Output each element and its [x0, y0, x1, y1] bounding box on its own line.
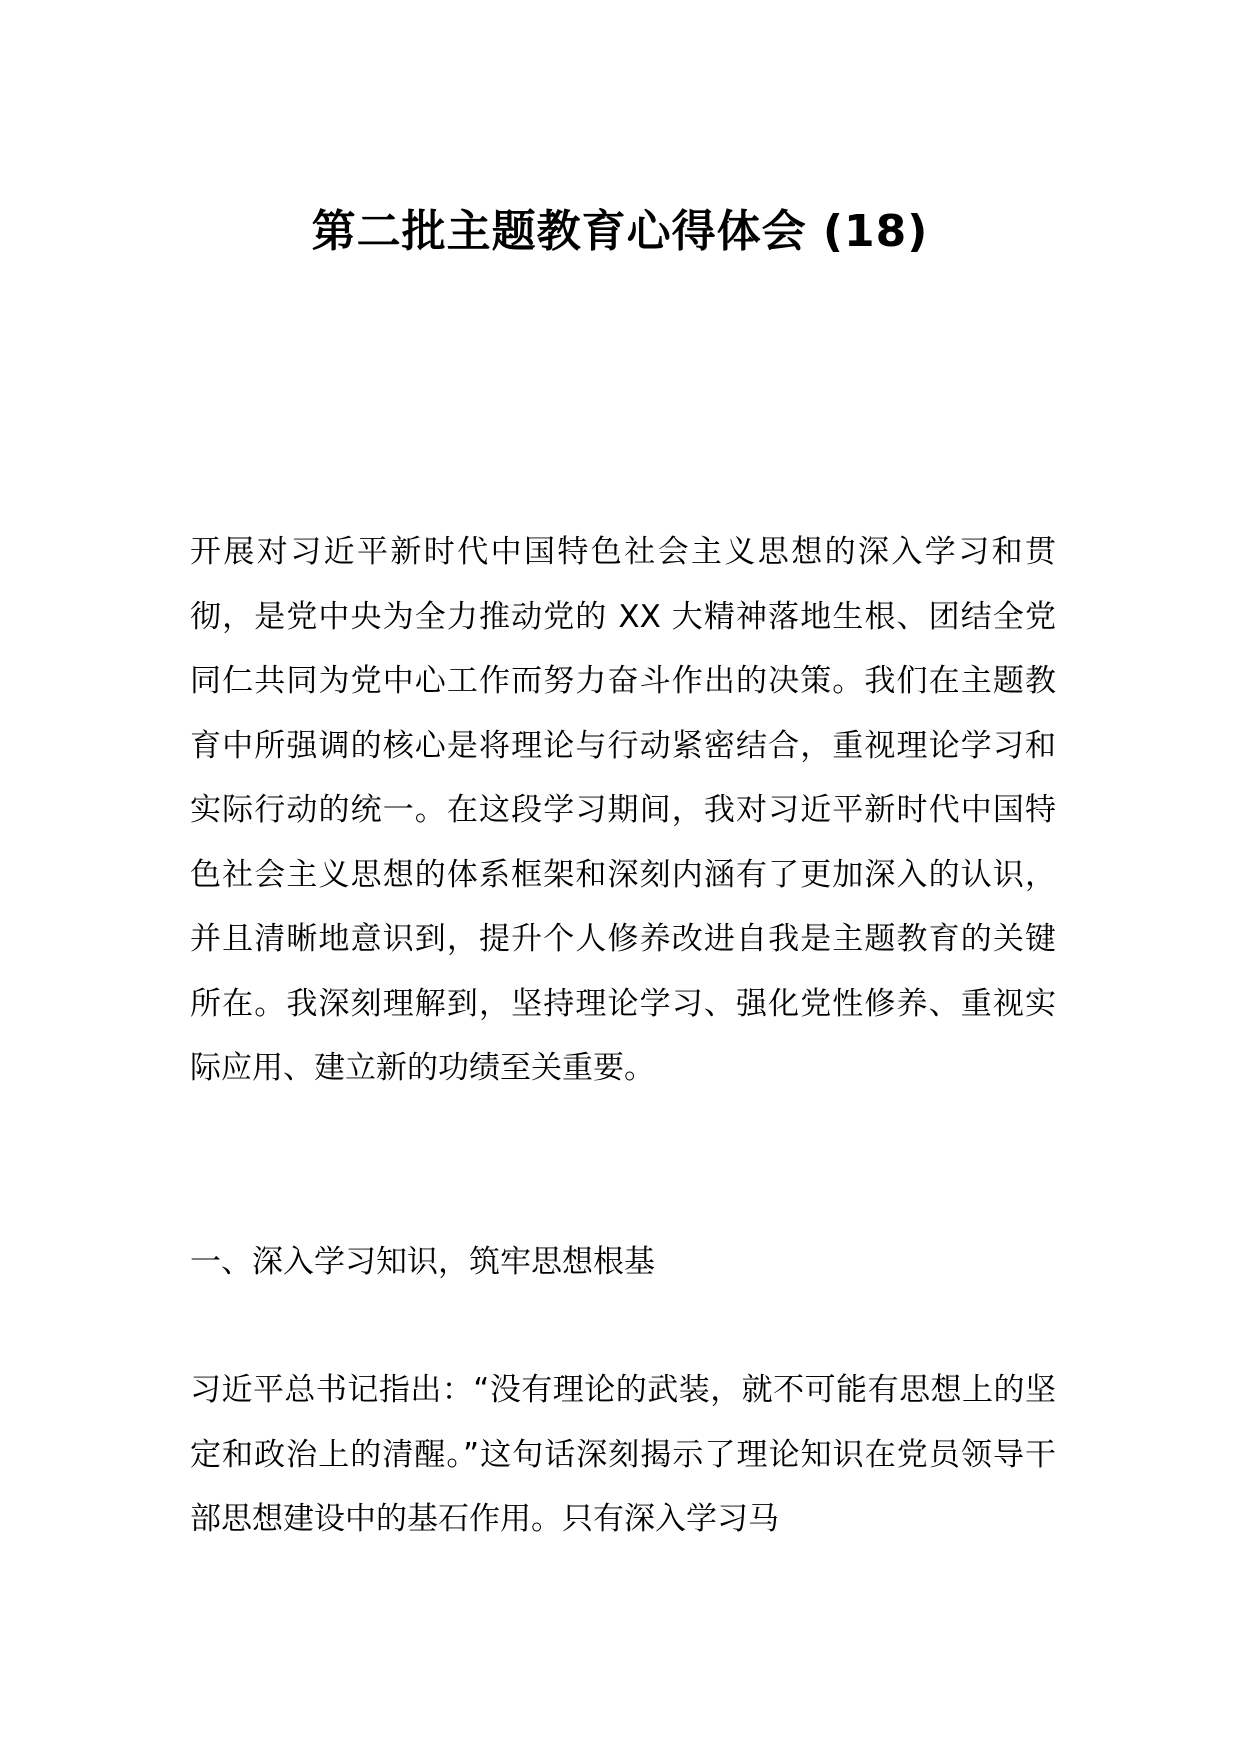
intro-paragraph: 开展对习近平新时代中国特色社会主义思想的深入学习和贯彻，是党中央为全力推动党的 XX 大精神落地生根、团结全党同仁共同为党中心工作而努力奋斗作出的决策。我们在主题教育中所强调的核心是将理论与行动紧密结合，重视理论学习和实际行动的统一。在这段学习期间，我对习近平新时代中国特色社会主义思想的体系框架和深刻内涵有了更加深入的认识，并且清晰地意识到，提升个人修养改进自我是主题教育的关键所在。我深刻理解到，坚持理论学习、强化党性修养、重视实际应用、建立新的功绩至关重要。 — [190, 534, 1056, 1086]
section-heading: 一、深入学习知识，筑牢思想根基 — [190, 1244, 655, 1280]
document-title: 第二批主题教育心得体会 (18) — [311, 206, 929, 257]
section-paragraph: 习近平总书记指出：“没有理论的武装，就不可能有思想上的坚定和政治上的清醒。”这句话深刻揭示了理论知识在党员领导干部思想建设中的基石作用。只有深入学习马 — [190, 1372, 1056, 1537]
